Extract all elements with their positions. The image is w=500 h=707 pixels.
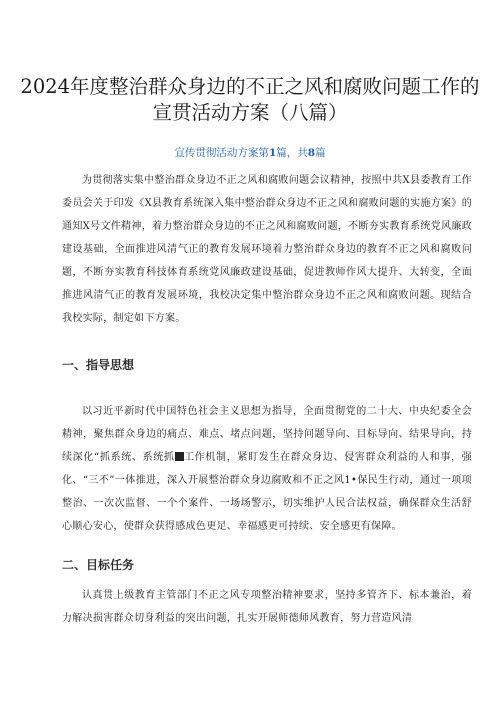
- subtitle-prefix: 宣传贯彻活动方案第: [174, 147, 269, 159]
- document-subtitle: [0, 145, 500, 160]
- title-line-1: 2024年度整治群众身边的不正之风和腐败问题工作的: [20, 75, 480, 98]
- subtitle-suffix: 篇: [315, 147, 326, 159]
- subtitle-total: 8: [307, 147, 316, 159]
- section-heading-goals-tasks: 二、目标任务: [62, 558, 135, 572]
- guiding-ideology-paragraph: [62, 400, 472, 538]
- title-line-2: 宣贯活动方案（八篇）: [152, 101, 348, 124]
- redaction-block-icon: [175, 452, 184, 461]
- intro-paragraph: 为贯彻落实集中整治群众身边不正之风和腐败问题会议精神，按照中共X县委教育工作委员会关于印发《X县教育系统深入集中整治群众身边不正之风和腐败问题的实施方案》的通知X号文件精神，着力整治群众身边的不正之风和腐败问题，不断夯实教育系统党风廉政建设基础，全面推进风清气正的教育发展环境着力整治群众身边的教育不正之风和腐败问题，不断夯实教育科技体育系统党风廉政建设基础，促进教师作风大提升、大转变，全面推进风清气正的教育发展环境，我校决定集中整治群众身边不正之风和腐败问题。现结合我校实际，制定如下方案。: [62, 175, 472, 324]
- guiding-ideology-text-b: 工作机制，紧盯发生在群众身边、侵害群众利益的人和事，强化、“三不”一体推进，深入开展整治群众身边腐败和不正之风1•保民生行动，通过一项项整治、一次次监督、一个个案件、一场场警示，切实维护人民合法权益，确保群众生活舒心顺心安心，使群众获得感成色更足、幸福感更可持续、安全感更有保障。: [62, 452, 472, 532]
- document-title: [20, 74, 480, 126]
- subtitle-number: 1: [268, 147, 277, 159]
- goals-tasks-paragraph: 认真贯上级教育主管部门不正之风专项整治精神要求，坚持多管齐下、标本兼治，着力解决损害群众切身利益的突出问题，扎实开展师德师风教育，努力营造风清: [62, 590, 472, 624]
- subtitle-mid: 篇，共: [276, 147, 308, 159]
- section-heading-guiding-ideology: 一、指导思想: [62, 358, 135, 372]
- guiding-ideology-text-a: 以习近平新时代中国特色社会主义思想为指导，全面贯彻党的二十大、中央纪委全会精神，聚焦群众身边的痛点、难点、堵点问题，坚持问题导向、目标导向、结果导向，持续深化“抓系统、系统抓: [62, 406, 472, 463]
